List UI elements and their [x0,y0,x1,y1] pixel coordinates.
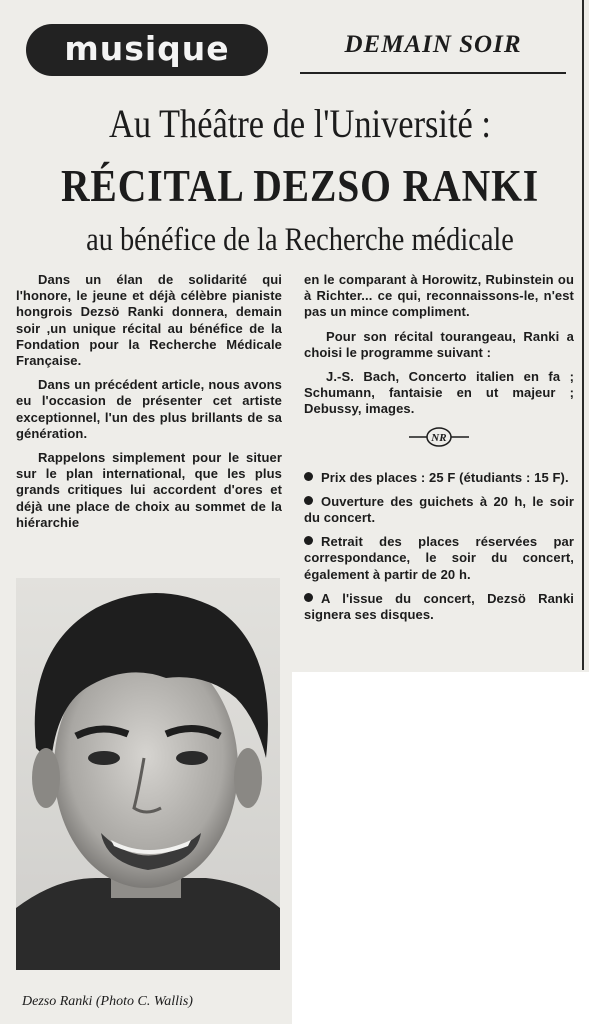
kicker-underline [300,72,566,74]
kicker: DEMAIN SOIR [344,31,522,58]
headline-line1: Au Théâtre de l'Université : [109,101,491,146]
bullet-icon [304,472,313,481]
column-rule [582,0,584,670]
bullet-item: Prix des places : 25 F (étudiants : 15 F). [304,470,574,486]
article-column-1 [16,272,282,539]
article-column-2 [304,272,574,631]
ornament-label: NR [431,431,447,444]
bullet-icon [304,496,313,505]
bullet-item: A l'issue du concert, Dezsö Ranki signera ses disques. [304,590,574,623]
blank-area [292,672,589,1024]
headline-line2: RÉCITAL DEZSO RANKI [60,161,540,211]
headline-line3: au bénéfice de la Recherche médicale [86,222,514,258]
paragraph: en le comparant à Horowitz, Rubinstein ou à Richter... ce qui, reconnaissons-le, n'est pas un mince compliment. [304,272,574,320]
photo-caption: Dezso Ranki (Photo C. Wallis) [22,994,193,1009]
bullet-icon [304,593,313,602]
portrait-photo [16,578,280,970]
bullet-icon [304,536,313,545]
bullet-item: Retrait des places réservées par correspondance, le soir du concert, également à partir de 20 h. [304,534,574,582]
paragraph: J.-S. Bach, Concerto italien en fa ; Schumann, fantaisie en ut majeur ; Debussy, images. [304,369,574,417]
ornament-icon [409,426,469,448]
paragraph: Pour son récital tourangeau, Ranki a choisi le programme suivant : [304,328,574,360]
section-logo: musique [26,24,268,76]
paragraph: Rappelons simplement pour le situer sur le plan international, que les plus grands critiques lui accordent d'ores et déjà une place de choix au sommet de la hiérarchie [16,450,282,530]
paragraph: Dans un élan de solidarité qui l'honore, le jeune et déjà célèbre pianiste hongrois Dezsö Ranki donnera, demain soir ,un unique récital au bénéfice de la Fondation pour la Recherche Médicale Française. [16,272,282,369]
paragraph: Dans un précédent article, nous avons eu l'occasion de présenter cet artiste exceptionnel, l'un des plus brillants de sa génération. [16,377,282,441]
bullet-item: Ouverture des guichets à 20 h, le soir du concert. [304,493,574,526]
